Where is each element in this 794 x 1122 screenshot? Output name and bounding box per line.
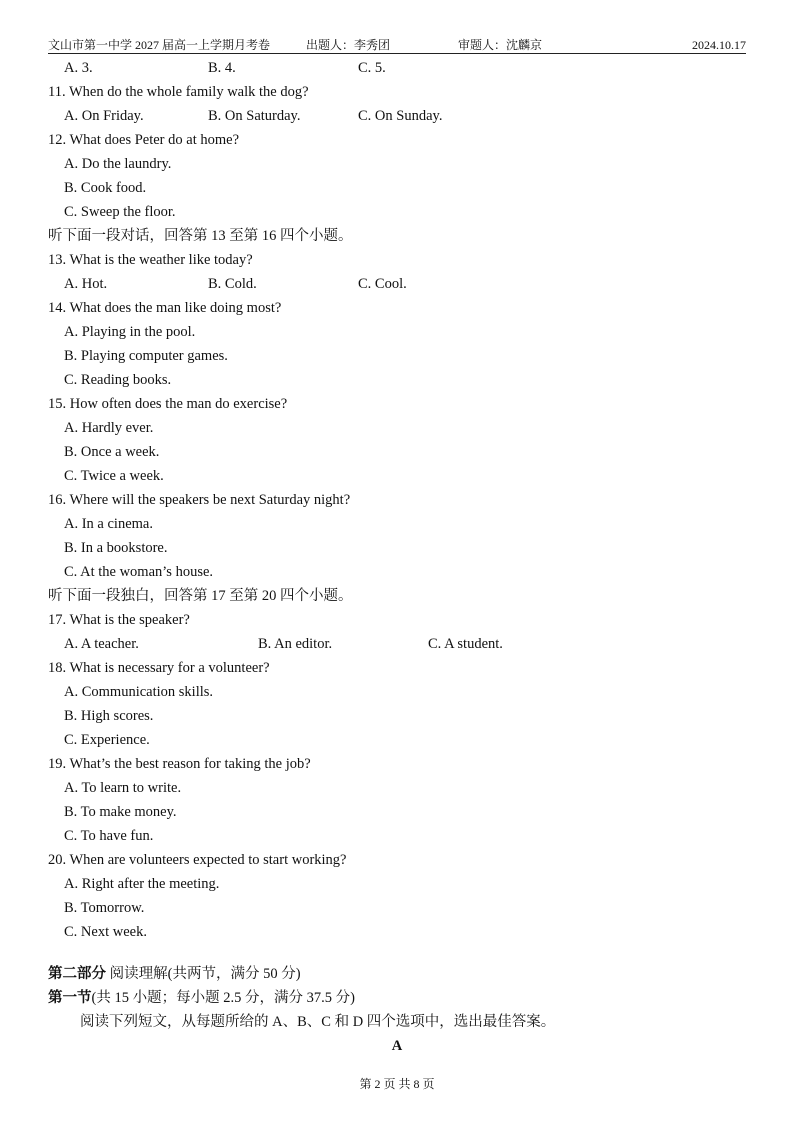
option: A. On Friday. bbox=[64, 108, 144, 124]
option: A. In a cinema. bbox=[64, 516, 153, 532]
question-14: 14. What does the man like doing most? bbox=[48, 300, 282, 316]
question-12: 12. What does Peter do at home? bbox=[48, 132, 239, 148]
part2-title bbox=[48, 962, 746, 986]
option: A. Hardly ever. bbox=[64, 420, 154, 436]
q11-options bbox=[48, 104, 746, 128]
option: C. Reading books. bbox=[64, 372, 172, 388]
section1-title-bold: 第一节 bbox=[48, 990, 92, 1006]
option: B. On Saturday. bbox=[208, 108, 301, 124]
q13-options bbox=[48, 272, 746, 296]
option: B. Playing computer games. bbox=[64, 348, 228, 364]
question-17: 17. What is the speaker? bbox=[48, 612, 190, 628]
question-16: 16. Where will the speakers be next Saturday night? bbox=[48, 492, 351, 508]
option: A. To learn to write. bbox=[64, 780, 182, 796]
page-header bbox=[48, 38, 746, 52]
option: C. Experience. bbox=[64, 732, 150, 748]
option: C. Cool. bbox=[358, 276, 407, 292]
option: C. A student. bbox=[428, 636, 503, 652]
question-18: 18. What is necessary for a volunteer? bbox=[48, 660, 270, 676]
part2-title-bold: 第二部分 bbox=[48, 966, 106, 982]
spacer bbox=[48, 944, 746, 962]
option: A. 3. bbox=[64, 60, 93, 76]
header-divider bbox=[48, 53, 746, 54]
question-20: 20. When are volunteers expected to start working? bbox=[48, 852, 347, 868]
header-author: 出题人：李秀团 bbox=[306, 38, 391, 52]
option: C. To have fun. bbox=[64, 828, 154, 844]
exam-content bbox=[48, 56, 746, 1058]
option: A. Playing in the pool. bbox=[64, 324, 196, 340]
option: B. Once a week. bbox=[64, 444, 160, 460]
option: A. Hot. bbox=[64, 276, 108, 292]
option: C. Sweep the floor. bbox=[64, 204, 176, 220]
option: C. Next week. bbox=[64, 924, 147, 940]
q17-options bbox=[48, 632, 746, 656]
question-13: 13. What is the weather like today? bbox=[48, 252, 253, 268]
option: C. Twice a week. bbox=[64, 468, 164, 484]
option: A. Communication skills. bbox=[64, 684, 214, 700]
option: A. Right after the meeting. bbox=[64, 876, 220, 892]
option: B. In a bookstore. bbox=[64, 540, 168, 556]
option: A. A teacher. bbox=[64, 636, 139, 652]
q10-options bbox=[48, 56, 746, 80]
option: A. Do the laundry. bbox=[64, 156, 172, 172]
option: B. An editor. bbox=[258, 636, 333, 652]
option: C. At the woman’s house. bbox=[64, 564, 214, 580]
question-11: 11. When do the whole family walk the dog? bbox=[48, 84, 309, 100]
header-reviewer: 审题人：沈麟京 bbox=[458, 38, 543, 52]
header-date: 2024.10.17 bbox=[692, 38, 746, 52]
option: C. 5. bbox=[358, 60, 386, 76]
option: B. To make money. bbox=[64, 804, 177, 820]
instruction-13-16: 听下面一段对话，回答第 13 至第 16 四个小题。 bbox=[48, 228, 353, 244]
part2-title-rest: 阅读理解(共两节，满分 50 分) bbox=[106, 966, 301, 982]
option: C. On Sunday. bbox=[358, 108, 443, 124]
question-15: 15. How often does the man do exercise? bbox=[48, 396, 288, 412]
section1-title bbox=[48, 986, 746, 1010]
header-school: 文山市第一中学 2027 届高一上学期月考卷 bbox=[48, 38, 271, 52]
reading-instruction: 阅读下列短文，从每题所给的 A、B、C 和 D 四个选项中，选出最佳答案。 bbox=[80, 1014, 556, 1030]
option: B. High scores. bbox=[64, 708, 154, 724]
option: B. Tomorrow. bbox=[64, 900, 145, 916]
option: B. 4. bbox=[208, 60, 236, 76]
section1-title-rest: (共 15 小题；每小题 2.5 分，满分 37.5 分) bbox=[91, 990, 355, 1006]
option: B. Cold. bbox=[208, 276, 257, 292]
option: B. Cook food. bbox=[64, 180, 147, 196]
instruction-17-20: 听下面一段独白，回答第 17 至第 20 四个小题。 bbox=[48, 588, 353, 604]
passage-label: A bbox=[391, 1038, 403, 1054]
page-footer: 第 2 页 共 8 页 bbox=[359, 1077, 435, 1091]
question-19: 19. What’s the best reason for taking the job? bbox=[48, 756, 311, 772]
